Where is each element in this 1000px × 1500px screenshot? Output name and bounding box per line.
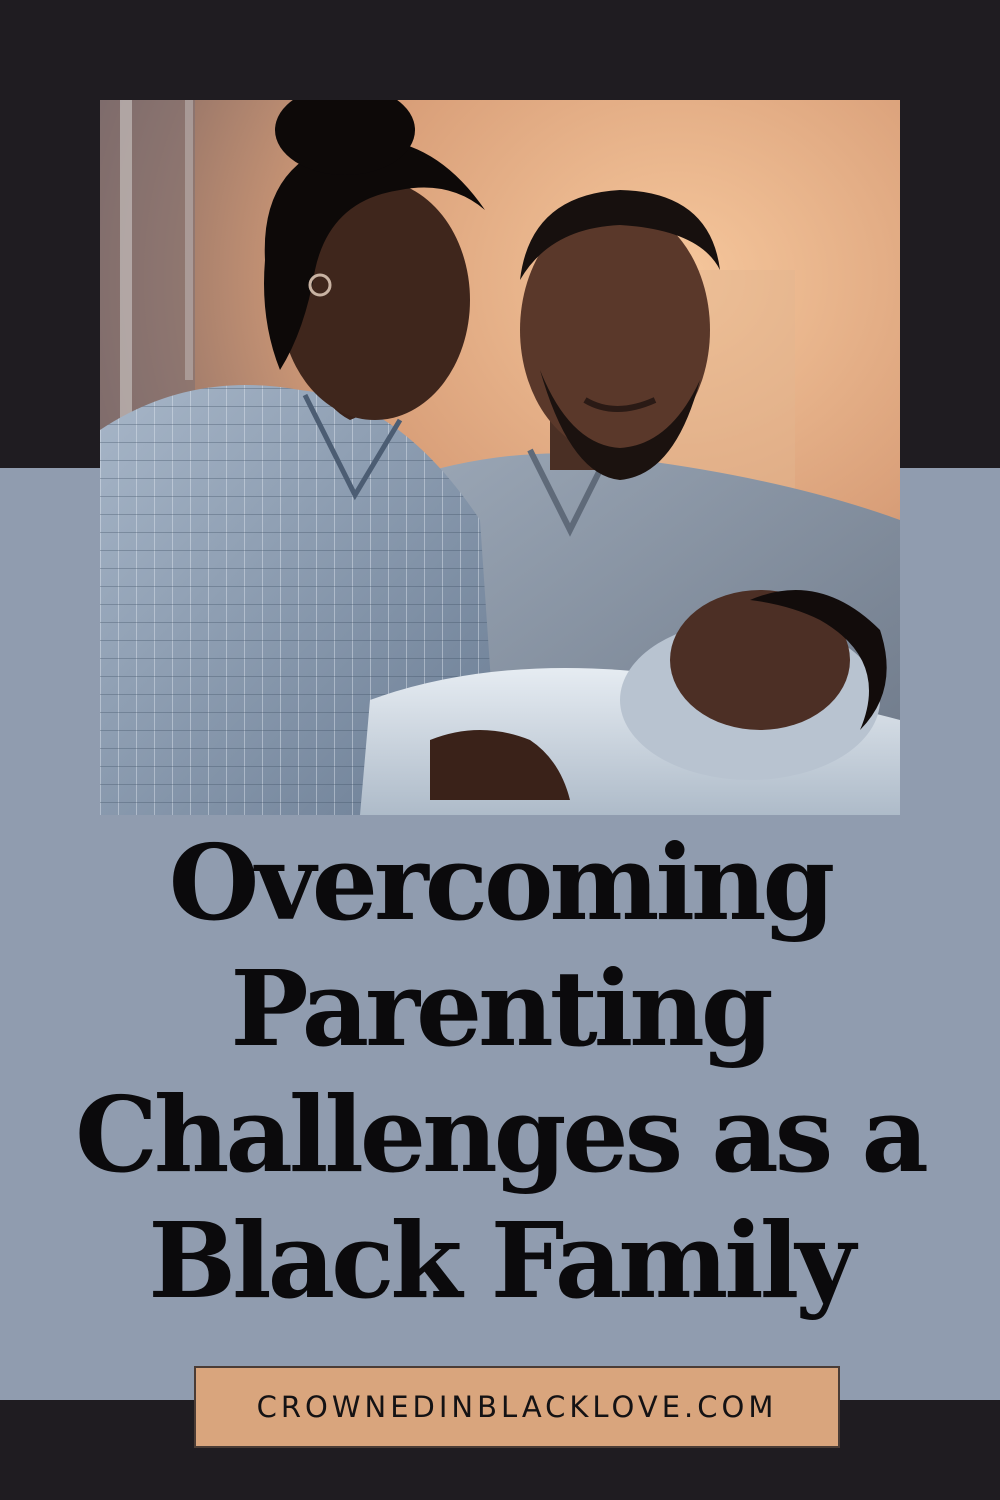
headline: [40, 820, 960, 1340]
headline-line-3: Challenges as a: [75, 1073, 925, 1196]
headline-line-4: Black Family: [148, 1199, 852, 1322]
headline-line-2: Parenting: [230, 947, 770, 1070]
website-badge[interactable]: [194, 1366, 840, 1448]
headline-line-1: Overcoming: [168, 821, 832, 944]
family-photo: [100, 100, 900, 815]
website-url[interactable]: CROWNEDINBLACKLOVE.COM: [256, 1390, 778, 1424]
